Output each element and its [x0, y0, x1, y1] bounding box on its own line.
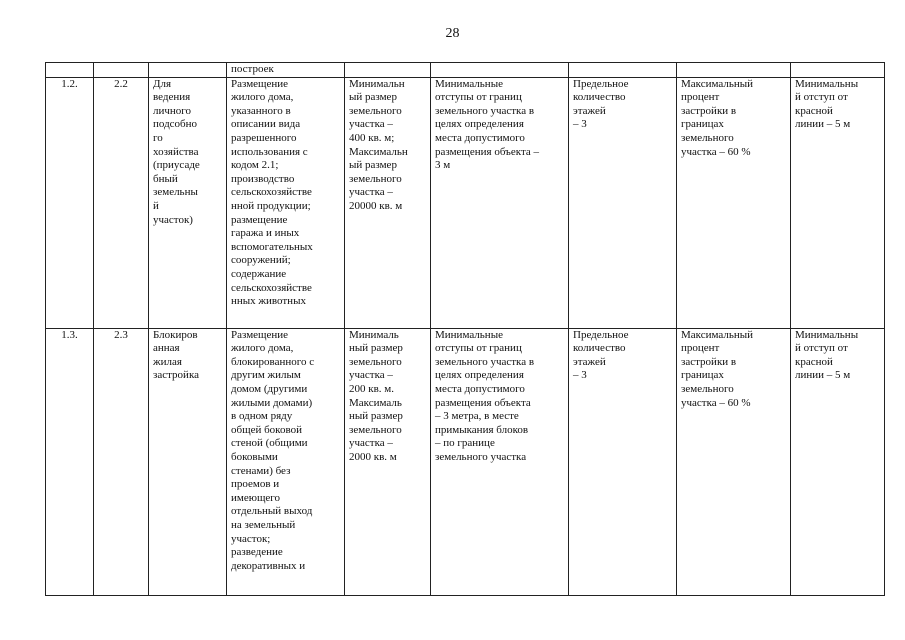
cell-line: й отступ от — [795, 342, 848, 355]
cell-line: количество — [573, 342, 626, 355]
cell-line: анная — [153, 342, 180, 355]
zoning-regulations-table — [45, 62, 885, 596]
cell-line: земельного — [349, 355, 402, 368]
cell-line: земельны — [153, 186, 198, 199]
cell-line: содержание — [231, 267, 287, 280]
cell-name — [149, 63, 227, 78]
cell-line: участка – — [349, 118, 393, 131]
cell-line: участок; — [231, 532, 271, 545]
cell-line: отступы от границ — [435, 91, 522, 104]
cell-line: на земельный — [231, 518, 296, 531]
cell-plot-size — [345, 328, 431, 595]
cell-coverage — [677, 77, 791, 328]
cell-line: 3 м — [435, 159, 451, 172]
cell-line: Минималь — [349, 328, 399, 341]
cell-line: Максимальный — [681, 77, 754, 90]
cell-name — [149, 77, 227, 328]
cell-line: размещение — [231, 213, 288, 226]
cell-line: Минимальные — [435, 328, 503, 341]
cell-line: земельного — [349, 104, 402, 117]
cell-floors — [569, 63, 677, 78]
cell-line: ведения — [153, 91, 191, 104]
cell-line: декоративных и — [231, 559, 306, 572]
cell-line: описании вида — [231, 118, 301, 131]
cell-line: размещения объекта – — [435, 145, 540, 158]
cell-line: указанного в — [231, 104, 291, 117]
cell-line: Предельное — [573, 77, 629, 90]
cell-setbacks — [431, 77, 569, 328]
cell-line: Максимальный — [681, 328, 754, 341]
page-number: 28 — [445, 26, 460, 41]
cell-line: участок) — [153, 213, 193, 226]
cell-line: разрешенного — [231, 131, 297, 144]
cell-line: хозяйства — [153, 145, 199, 158]
cell-setbacks — [431, 328, 569, 595]
cell-line: земельного — [681, 382, 734, 395]
cell-line: Максималь — [349, 396, 402, 409]
cell-line: ный размер — [349, 410, 403, 423]
cell-line: участка – — [349, 369, 393, 382]
cell-line: сооружений; — [231, 254, 291, 267]
cell-line: размещения объекта — [435, 396, 531, 409]
cell-line: места допустимого — [435, 131, 525, 144]
cell-line: Минимальные — [435, 77, 503, 90]
cell-line: Минимальны — [795, 77, 859, 90]
cell-line: места допустимого — [435, 382, 525, 395]
cell-line: личного — [153, 104, 192, 117]
cell-line: боковыми — [231, 450, 278, 463]
cell-line: границах — [681, 369, 724, 382]
cell-name — [149, 328, 227, 595]
cell-setbacks — [431, 63, 569, 78]
cell-line: этажей — [573, 355, 606, 368]
cell-line: жилыми домами) — [231, 396, 313, 409]
cell-line: этажей — [573, 104, 606, 117]
table-row-continuation — [46, 63, 885, 78]
cell-line: – 3 метра, в месте — [435, 410, 519, 423]
cell-line: целях определения — [435, 118, 524, 131]
cell-line: гаража и иных — [231, 227, 300, 240]
cell-description: построек — [227, 63, 345, 78]
cell-line: процент — [681, 342, 720, 355]
cell-line: домом (другими — [231, 382, 308, 395]
cell-description — [227, 77, 345, 328]
cell-code: 2.3 — [94, 328, 149, 595]
cell-line: (приусаде — [153, 159, 200, 172]
cell-line: Минимальн — [349, 77, 405, 90]
cell-floors — [569, 328, 677, 595]
table-row — [46, 77, 885, 328]
cell-line: примыкания блоков — [435, 423, 529, 436]
cell-line: Блокиров — [153, 328, 198, 341]
cell-line: 20000 кв. м — [349, 199, 403, 212]
cell-line: земельного — [681, 131, 734, 144]
cell-line: Максимальн — [349, 145, 408, 158]
cell-red-line — [791, 328, 885, 595]
cell-description — [227, 328, 345, 595]
cell-line: проемов и — [231, 478, 280, 491]
cell-line: кодом 2.1; — [231, 159, 279, 172]
cell-line: производство — [231, 172, 295, 185]
cell-line: жилого дома, — [231, 342, 294, 355]
cell-line: разведение — [231, 546, 283, 559]
cell-line: участка – 60 % — [681, 145, 751, 158]
cell-line: земельного — [349, 423, 402, 436]
cell-line: жилая — [153, 355, 182, 368]
cell-code: 2.2 — [94, 77, 149, 328]
cell-line: сельскохозяйстве — [231, 186, 312, 199]
cell-line: й — [153, 199, 159, 212]
cell-line: стеной (общими — [231, 437, 308, 450]
cell-line: застройки в — [681, 104, 737, 117]
cell-line: общей боковой — [231, 423, 302, 436]
cell-line: нной продукции; — [231, 199, 311, 212]
cell-line: блокированного с — [231, 355, 315, 368]
cell-line: отступы от границ — [435, 342, 522, 355]
cell-line: участка – — [349, 186, 393, 199]
cell-line: Размещение — [231, 328, 289, 341]
cell-line: земельного участка в — [435, 104, 535, 117]
cell-line: участка – 60 % — [681, 396, 751, 409]
cell-line: красной — [795, 355, 833, 368]
cell-line: участка – — [349, 437, 393, 450]
cell-num — [46, 63, 94, 78]
cell-line: ый размер — [349, 91, 397, 104]
cell-line: земельного участка в — [435, 355, 535, 368]
cell-line: сельскохозяйстве — [231, 281, 312, 294]
cell-coverage — [677, 63, 791, 78]
cell-line: стенами) без — [231, 464, 291, 477]
cell-line: процент — [681, 91, 720, 104]
cell-code — [94, 63, 149, 78]
cell-line: другим жилым — [231, 369, 301, 382]
cell-red-line — [791, 77, 885, 328]
cell-line: застройка — [153, 369, 199, 382]
cell-line: линии – 5 м — [795, 118, 851, 131]
cell-line: Размещение — [231, 77, 289, 90]
cell-line: количество — [573, 91, 626, 104]
cell-coverage — [677, 328, 791, 595]
cell-line: имеющего — [231, 491, 281, 504]
cell-line: – 3 — [573, 118, 587, 131]
cell-line: нных животных — [231, 295, 306, 308]
cell-num: 1.2. — [46, 77, 94, 328]
cell-line: застройки в — [681, 355, 737, 368]
cell-line: отдельный выход — [231, 505, 313, 518]
cell-line: ный размер — [349, 342, 403, 355]
cell-line: земельного — [349, 172, 402, 185]
cell-line: 200 кв. м. — [349, 382, 394, 395]
cell-floors — [569, 77, 677, 328]
cell-line: 2000 кв. м — [349, 450, 397, 463]
cell-line: границах — [681, 118, 724, 131]
cell-num: 1.3. — [46, 328, 94, 595]
cell-line: Для — [153, 77, 172, 90]
cell-line: использования с — [231, 145, 308, 158]
table-row — [46, 328, 885, 595]
cell-line: й отступ от — [795, 91, 848, 104]
cell-line: земельного участка — [435, 450, 527, 463]
cell-plot-size — [345, 63, 431, 78]
cell-line: бный — [153, 172, 178, 185]
cell-line: вспомогательных — [231, 240, 313, 253]
cell-line: 400 кв. м; — [349, 131, 395, 144]
cell-line: Минимальны — [795, 328, 859, 341]
cell-line: жилого дома, — [231, 91, 294, 104]
cell-line: красной — [795, 104, 833, 117]
cell-line: целях определения — [435, 369, 524, 382]
cell-line: в одном ряду — [231, 410, 293, 423]
cell-line: линии – 5 м — [795, 369, 851, 382]
cell-red-line — [791, 63, 885, 78]
cell-line: подсобно — [153, 118, 198, 131]
cell-plot-size — [345, 77, 431, 328]
cell-line: Предельное — [573, 328, 629, 341]
cell-line: – по границе — [435, 437, 495, 450]
cell-line: го — [153, 131, 163, 144]
cell-line: – 3 — [573, 369, 587, 382]
cell-line: ый размер — [349, 159, 397, 172]
